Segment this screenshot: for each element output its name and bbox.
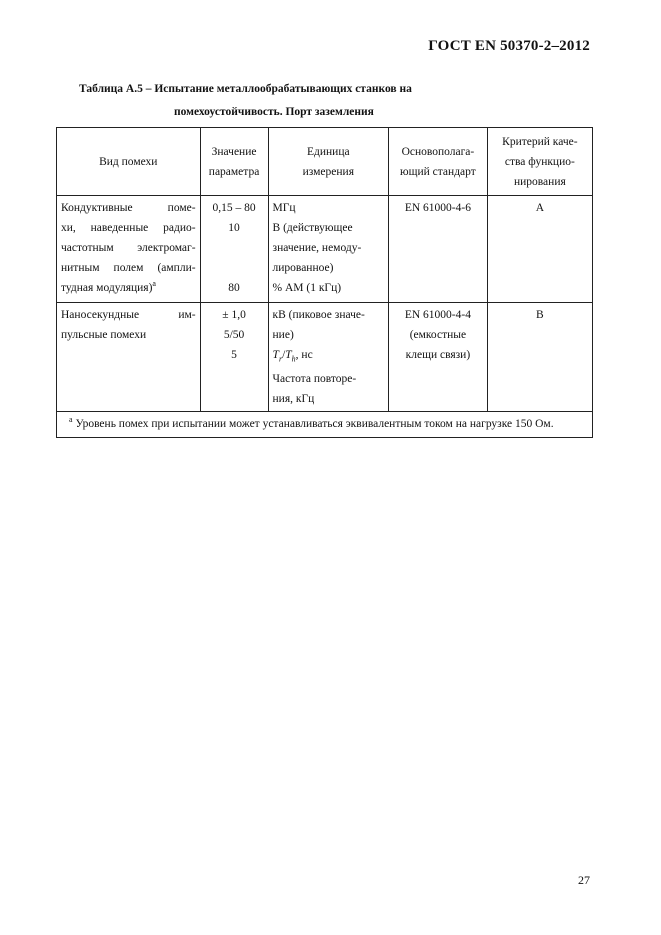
header-basic-standard: Основополага- ющий стандарт bbox=[389, 128, 488, 196]
cell-basic-standard: EN 61000-4-4 (емкостные клещи связи) bbox=[389, 303, 488, 412]
cell-unit: МГц В (действующее значение, немоду- лированное) % АМ (1 кГц) bbox=[268, 196, 389, 303]
table-header-row bbox=[57, 128, 593, 196]
table-caption bbox=[79, 78, 599, 124]
footnote-marker: a bbox=[152, 279, 156, 289]
cell-basic-standard: EN 61000-4-6 bbox=[389, 196, 488, 303]
immunity-test-table bbox=[56, 127, 593, 438]
table-row bbox=[57, 303, 593, 412]
rise-hold-time-label: $T_r/T_h$, нс bbox=[272, 349, 313, 364]
header-interference-type: Вид помехи bbox=[57, 128, 201, 196]
caption-line-2: помехоустойчивость. Порт заземления bbox=[174, 106, 374, 118]
table-footnote bbox=[57, 412, 593, 438]
cell-unit: кВ (пиковое значе- ние) $T_r/T_h$, нс Частота повторе- ния, кГц bbox=[268, 303, 389, 412]
table-footnote-row bbox=[57, 412, 593, 438]
cell-performance-criterion: A bbox=[487, 196, 592, 303]
table-row bbox=[57, 196, 593, 303]
footnote-text: Уровень помех при испытании может устанавливаться эквивалентным током на нагрузке 150 Ом. bbox=[75, 418, 554, 431]
caption-line-1: Таблица А.5 – Испытание металлообрабатывающих станков на bbox=[79, 83, 412, 95]
header-performance-criterion: Критерий каче- ства функцио- нирования bbox=[487, 128, 592, 196]
cell-parameter-value: 0,15 – 80 10 80 bbox=[200, 196, 268, 303]
cell-interference-type: Кондуктивные поме- хи, наведенные радио- частотным электромаг- нитным полем (ампли- тудная модуляция)$^a$ bbox=[57, 196, 201, 303]
header-parameter-value: Значение параметра bbox=[200, 128, 268, 196]
header-unit: Единица измерения bbox=[268, 128, 389, 196]
cell-parameter-value: ± 1,0 5/50 5 bbox=[200, 303, 268, 412]
cell-performance-criterion: B bbox=[487, 303, 592, 412]
footnote-marker: a bbox=[69, 415, 73, 425]
cell-interference-type: Наносекундные им- пульсные помехи bbox=[57, 303, 201, 412]
page-number: 27 bbox=[578, 873, 590, 887]
document-code: ГОСТ EN 50370-2–2012 bbox=[428, 38, 590, 54]
